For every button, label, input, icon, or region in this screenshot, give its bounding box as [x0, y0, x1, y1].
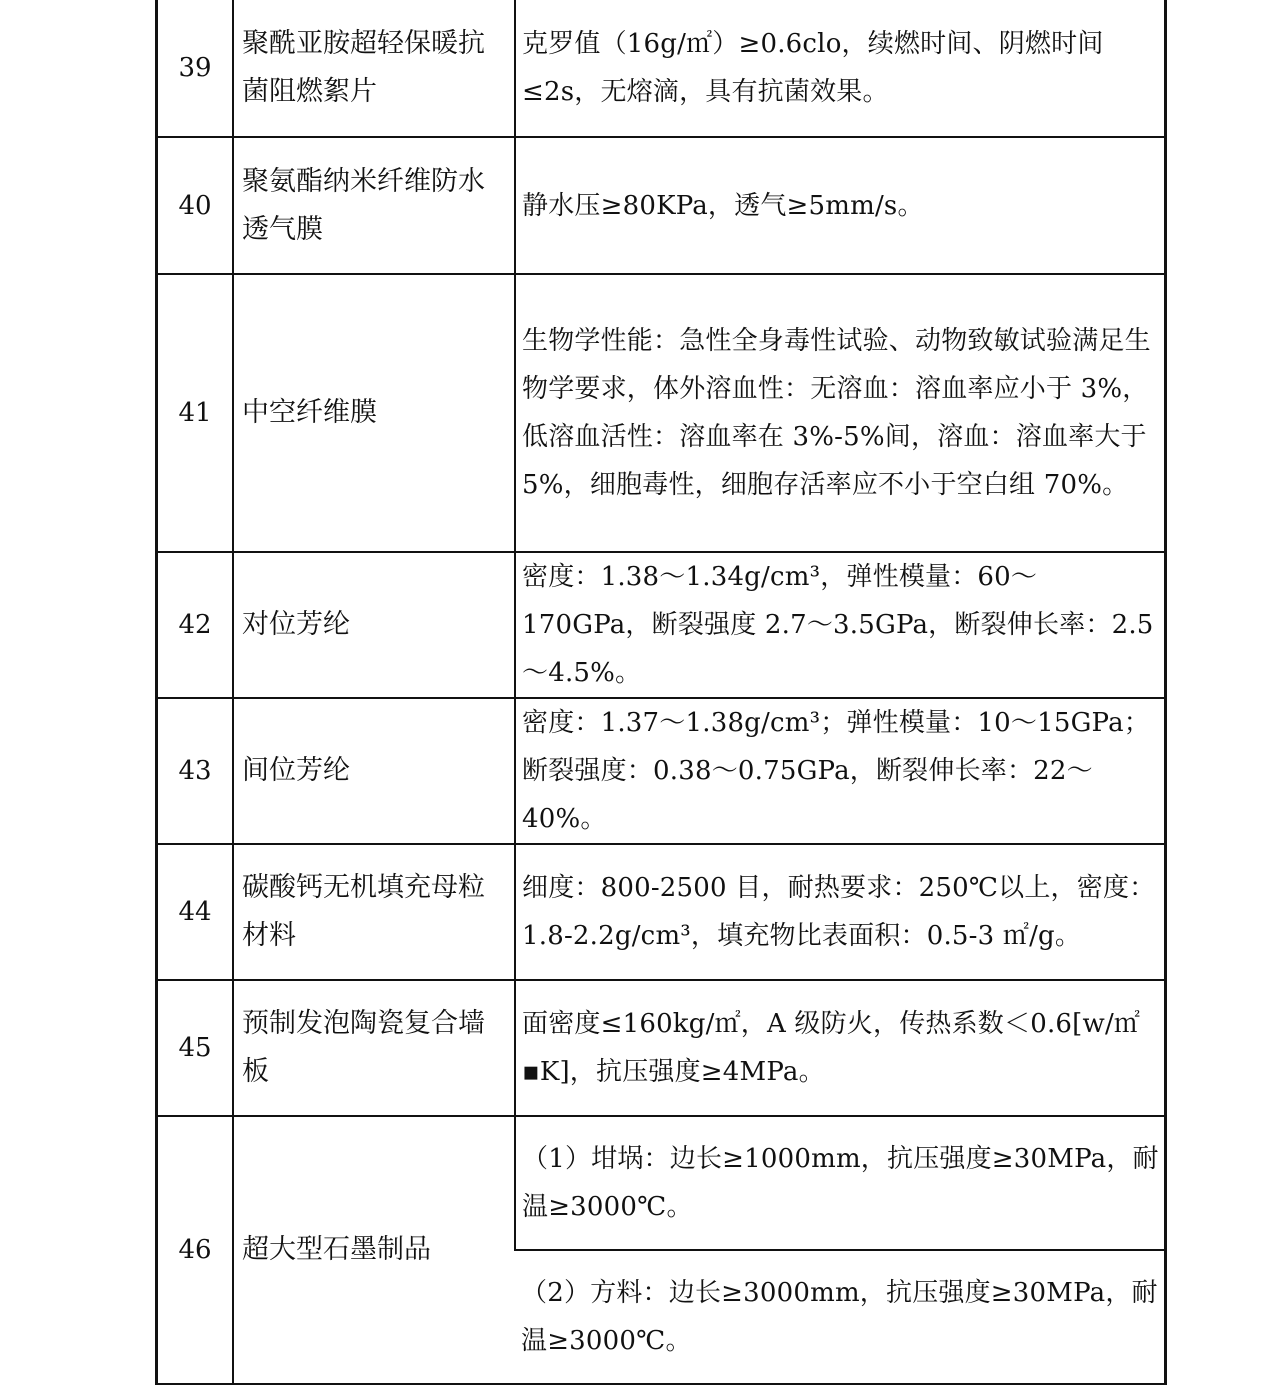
row-number: 43	[157, 698, 234, 844]
row-number: 44	[157, 844, 234, 980]
material-name: 对位芳纶	[233, 552, 515, 698]
material-name: 聚氨酯纳米纤维防水透气膜	[233, 137, 515, 274]
row-number: 39	[157, 0, 234, 137]
material-name: 预制发泡陶瓷复合墙板	[233, 980, 515, 1116]
table-row	[157, 698, 1166, 844]
row-number: 40	[157, 137, 234, 274]
material-name: 超大型石墨制品	[233, 1116, 515, 1384]
row-number: 45	[157, 980, 234, 1116]
row-number: 46	[157, 1116, 234, 1384]
material-name: 间位芳纶	[233, 698, 515, 844]
material-spec-part-2: （2）方料：边长≥3000mm，抗压强度≥30MPa，耐温≥3000℃。	[515, 1250, 1166, 1384]
material-spec: 密度：1.38～1.34g/cm³，弹性模量：60～170GPa，断裂强度 2.7～3.5GPa，断裂伸长率：2.5～4.5%。	[515, 552, 1166, 698]
table-row	[157, 552, 1166, 698]
row-number: 42	[157, 552, 234, 698]
table-row	[157, 1116, 1166, 1250]
table-row	[157, 0, 1166, 137]
row-number: 41	[157, 274, 234, 552]
material-spec: 静水压≥80KPa，透气≥5mm/s。	[515, 137, 1166, 274]
material-spec: 面密度≤160kg/㎡，A 级防火，传热系数＜0.6[w/㎡▪K]，抗压强度≥4MPa。	[515, 980, 1166, 1116]
material-spec: 细度：800-2500 目，耐热要求：250℃以上，密度：1.8-2.2g/cm³，填充物比表面积：0.5-3 ㎡/g。	[515, 844, 1166, 980]
material-spec: 生物学性能：急性全身毒性试验、动物致敏试验满足生物学要求，体外溶血性：无溶血：溶血率应小于 3%，低溶血活性：溶血率在 3%-5%间，溶血：溶血率大于 5%，细胞毒性，细胞存活率应不小于空白组 70%。	[515, 274, 1166, 552]
material-name: 聚酰亚胺超轻保暖抗菌阻燃絮片	[233, 0, 515, 137]
material-spec: 克罗值（16g/㎡）≥0.6clo，续燃时间、阴燃时间≤2s，无熔滴，具有抗菌效果。	[515, 0, 1166, 137]
material-spec-table	[155, 0, 1167, 1385]
table-row	[157, 274, 1166, 552]
table-row	[157, 980, 1166, 1116]
material-spec: 密度：1.37～1.38g/cm³；弹性模量：10～15GPa；断裂强度：0.38～0.75GPa，断裂伸长率：22～40%。	[515, 698, 1166, 844]
material-name: 碳酸钙无机填充母粒材料	[233, 844, 515, 980]
material-name: 中空纤维膜	[233, 274, 515, 552]
table-row	[157, 844, 1166, 980]
material-spec-part-1: （1）坩埚：边长≥1000mm，抗压强度≥30MPa，耐温≥3000℃。	[515, 1116, 1166, 1250]
table-row	[157, 137, 1166, 274]
